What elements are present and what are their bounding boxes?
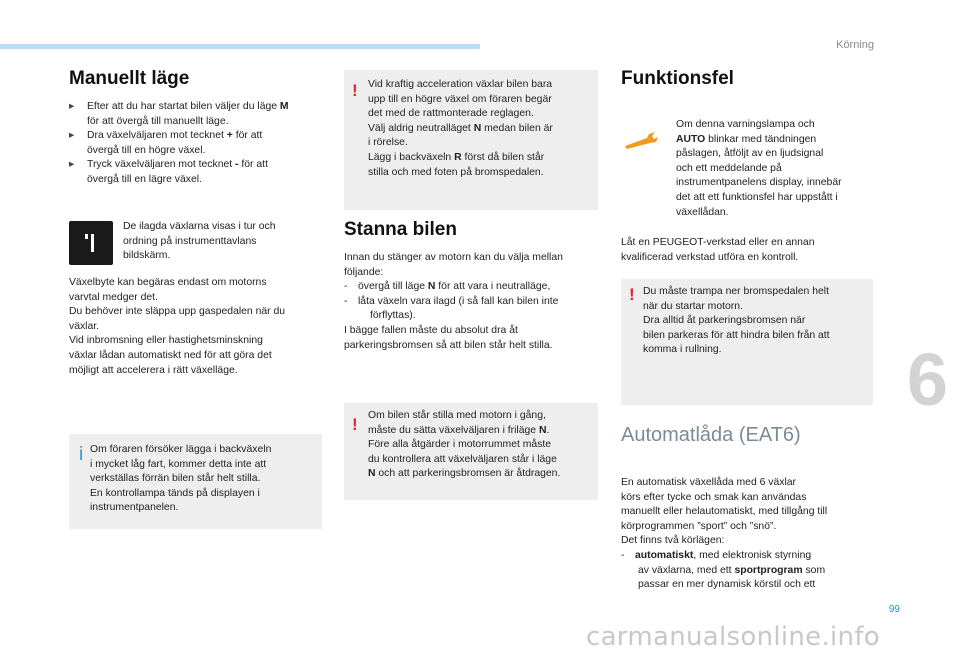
- header-accent-bar: [0, 44, 480, 49]
- chapter-tab: [906, 330, 960, 430]
- info-box-reverse-gear: i Om föraren försöker lägga i backväxeln i mycket låg fart, kommer detta inte att verkställas förrän bilen står helt stilla. En kontrollampa tänds på displayen i instrumentpanelen.: [69, 434, 322, 529]
- section-title-stop-car: Stanna bilen: [344, 219, 457, 240]
- warning-icon: !: [352, 415, 358, 434]
- gear-display-description: De ilagda växlarna visas i tur och ordning på instrumenttavlans bildskärm.: [123, 221, 276, 262]
- chapter-header-label: Körning: [836, 39, 874, 51]
- arrow-bullet-icon: ▸: [69, 130, 75, 142]
- section-title-automatic-gearbox: Automatlåda (EAT6): [621, 424, 801, 446]
- warning-box-engine-running: ! Om bilen står stilla med motorn i gång, måste du sätta växelväljaren i friläge N. Före alla åtgärder i motorrummet måste du kontrollera att växelväljaren står i läge N och att parkeringsbromsen är åtdragen.: [344, 403, 598, 500]
- workshop-check-text: Låt en PEUGEOT-verkstad eller en annan kvalificerad verkstad utföra en kontroll.: [621, 237, 815, 263]
- automatic-gearbox-body-text: En automatisk växellåda med 6 växlar körs efter tycke och smak kan användas manuellt eller helautomatiskt, med tillgång till körprogrammen ”sport” och ”snö”. Det finns två körlägen: - automatiskt, med elektronisk styrning av växlarna, med ett sportprogram som passar en mer dynamisk körstil och ett: [621, 477, 828, 591]
- stop-car-body-text: Innan du stänger av motorn kan du välja mellan följande: - övergå till läge N för att vara i neutralläge, - låta växeln vara ilagd (i så fall kan bilen inte förflyttas). I bägge fallen måste du absolut dra åt parkeringsbromsen så att bilen står helt stilla.: [344, 252, 563, 351]
- section-title-malfunction: Funktionsfel: [621, 68, 734, 89]
- warning-box-brake-pedal: ! Du måste trampa ner bromspedalen helt när du startar motorn. Dra alltid åt parkeringsbromsen när bilen parkeras för att hindra bilen från att komma i rullning.: [621, 279, 873, 405]
- info-icon: i: [79, 444, 84, 465]
- warning-icon: !: [352, 81, 358, 100]
- warning-box-acceleration: ! Vid kraftig acceleration växlar bilen bara upp till en högre växel om föraren begär det med de rattmonterade reglagen. Välj aldrig neutralläget N medan bilen är i rörelse. Lägg i backväxeln R först då bilen står stilla och med foten på bromspedalen.: [344, 70, 598, 210]
- warning-lamp-description: Om denna varningslampa och AUTO blinkar med tändningen påslagen, åtföljt av en ljudsignal och ett meddelande på instrumentpanelens display, innebär det att ett funktionsfel har uppstått i växellådan.: [676, 119, 842, 218]
- arrow-bullet-icon: ▸: [69, 159, 75, 171]
- watermark-text: carmanualsonline.info: [585, 622, 880, 649]
- gear-indicator-display-icon: [69, 221, 113, 265]
- page-number: 99: [888, 604, 900, 615]
- section-title-manual-mode: Manuellt läge: [69, 68, 190, 89]
- chapter-number: 6: [906, 338, 948, 421]
- manual-mode-instructions: ▸ Efter att du har startat bilen väljer du läge M för att övergå till manuellt läge. ▸ Dra växelväljaren mot tecknet + för att övergå till en högre växel. ▸ Tryck växelväljaren mot tecknet - för att övergå till en lägre växel.: [69, 101, 289, 185]
- warning-icon: !: [629, 285, 635, 304]
- arrow-bullet-icon: ▸: [69, 101, 75, 112]
- wrench-warning-lamp-icon: [623, 132, 659, 150]
- gear-change-body-text: Växelbyte kan begäras endast om motorns varvtal medger det. Du behöver inte släppa upp gaspedalen när du växlar. Vid inbromsning eller hastighetsminskning växlar lådan automatiskt ned för att göra det möjligt att accelerera i rätt växelläge.: [69, 277, 286, 376]
